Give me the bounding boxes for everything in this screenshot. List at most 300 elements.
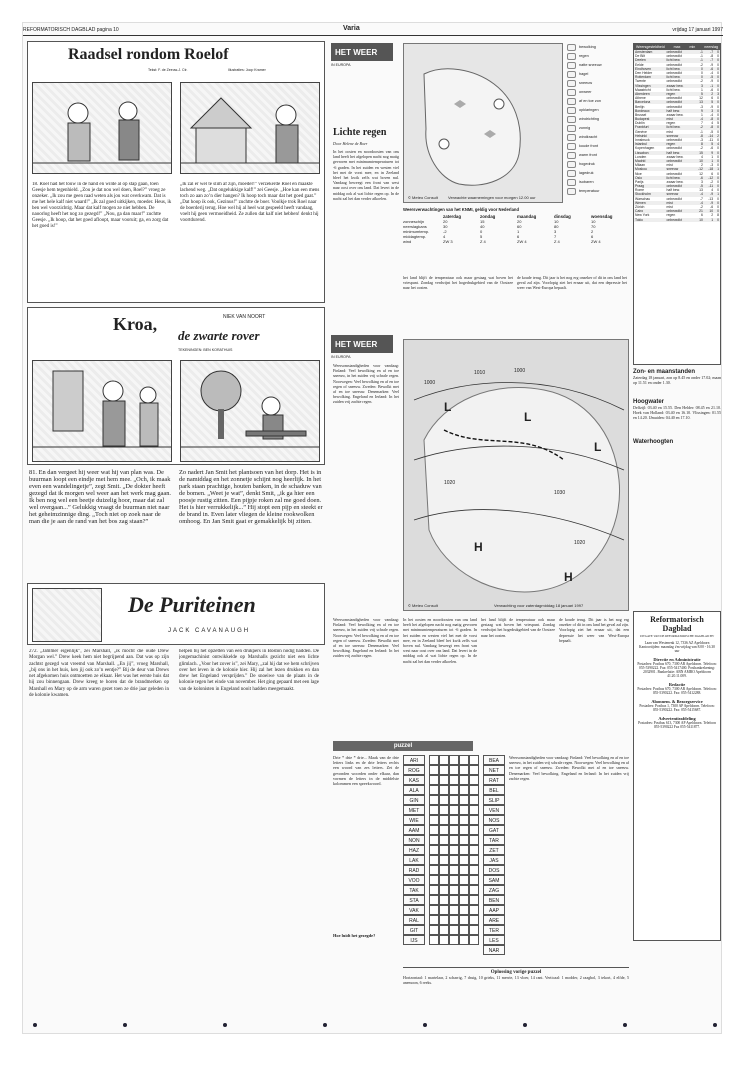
raadsel-caption-1: 18. Roel had het touw in de hand en wilde al op stap gaan, toen Geesje hem tegenhield. „Zou je dat nou wel doen, Roel?” vroeg ze onzeker. „Ik zou me geen raad weten als jou wat overkwam. Dat is me het hele kalf niet waard!” „Ik zal goed uitkijken, moeder. Heus, ik ben wel voorzichtig. Maar dat kalf mogen ze niet hebben. De naoorlog heeft het nog zo gezegd!” „Nou, ga dan maar!” zuchtte Geesje. „Ik hoop, dat het goed afloopt, maar vooruit; ga, en zorg dat het goed is!” xyxy=(32,182,172,229)
legend-row: bewolking xyxy=(567,43,631,52)
puzzle-cell[interactable] xyxy=(469,785,479,795)
puzzle-right-word: ARE xyxy=(483,915,505,925)
puzzle-cell[interactable] xyxy=(439,755,449,765)
puzzle-cell[interactable] xyxy=(439,835,449,845)
puzzle-cell[interactable] xyxy=(449,765,459,775)
registration-dot xyxy=(713,1023,717,1027)
raadsel-panel-2 xyxy=(180,82,320,174)
high-pressure-icon xyxy=(567,161,576,168)
puzzle-cell[interactable] xyxy=(439,935,449,945)
puzzle-answer-title: Oplossing vorige puzzel xyxy=(490,970,542,975)
isobar-label: 1000 xyxy=(424,380,436,386)
legend-row: warm front xyxy=(567,151,631,160)
weather-map-1 xyxy=(403,43,563,203)
low-pressure-marker: L xyxy=(594,440,602,454)
registration-dot xyxy=(623,1023,627,1027)
puzzle-cell[interactable] xyxy=(469,815,479,825)
hoogwater-title: Hoogwater xyxy=(633,399,665,405)
redactie-title: Redactie xyxy=(668,682,686,687)
puzzle-cell[interactable] xyxy=(449,815,459,825)
temperature-row: Den Helder onbewolkt 0 -4 0 xyxy=(635,71,719,76)
registration-dot xyxy=(223,1023,227,1027)
puzzle-cell[interactable] xyxy=(429,935,439,945)
legend-row: zonnig xyxy=(567,124,631,133)
puzzle-cell[interactable] xyxy=(429,915,439,925)
puzzle-cell[interactable] xyxy=(439,845,449,855)
puzzle-cell[interactable] xyxy=(469,845,479,855)
thunder-icon xyxy=(567,89,576,96)
puzzle-cell[interactable] xyxy=(469,865,479,875)
isobar-icon xyxy=(567,179,576,186)
legend-row: windrichting xyxy=(567,115,631,124)
puzzle-cell[interactable] xyxy=(439,825,449,835)
puzzle-cell[interactable] xyxy=(439,805,449,815)
puzzle-cell[interactable] xyxy=(459,855,469,865)
puzzle-cell[interactable] xyxy=(439,895,449,905)
puriteinen-banner xyxy=(27,583,325,645)
puzzle-cell[interactable] xyxy=(449,775,459,785)
temperature-row: Kopenhagen onbewolkt -2 -6 0 xyxy=(635,146,719,151)
puzzle-cell[interactable] xyxy=(449,755,459,765)
puzzle-left-word: ARI xyxy=(403,755,425,765)
temperature-row: Frankfurt licht bew. -2 -8 0 xyxy=(635,125,719,130)
puzzle-cell[interactable] xyxy=(459,755,469,765)
puzzle-cell[interactable] xyxy=(439,925,449,935)
puzzle-cell[interactable] xyxy=(449,915,459,925)
temperature-row: Wenen mist -4 -9 0 xyxy=(635,200,719,205)
puzzle-cell[interactable] xyxy=(469,775,479,785)
puzzle-cell[interactable] xyxy=(439,785,449,795)
temperature-row: Nice onbewolkt 12 6 0 xyxy=(635,171,719,176)
puzzle-cell[interactable] xyxy=(449,875,459,885)
isobar-label: 1020 xyxy=(444,480,456,486)
puzzle-left-word: LAK xyxy=(403,855,425,865)
europa-text-cont: Weersomstandigheden voor vandaag: Finland: Veel bewolking en af en toe sneeuw, in het zuiden vrij schrale regen. Noorwegen: Veel bewolking en af en toe regen of sneeuw. Zweden: Bewolkt met af en toe sneeuw. Denemarken: Veel bewolking. Engeland en Ierland: In het zuiden vrij zachte regen. xyxy=(333,617,399,659)
weather-banner-2: HET WEER xyxy=(331,335,393,353)
raadsel-panel-1-art xyxy=(33,83,171,173)
puzzle-right-word: NOS xyxy=(483,815,505,825)
puzzle-cell[interactable] xyxy=(429,835,439,845)
temperature-row: Rotterdam licht bew. 0 -5 0 xyxy=(635,75,719,80)
kroa-panel-1 xyxy=(32,360,172,462)
legend-row: af en toe zon xyxy=(567,97,631,106)
temperature-row: Moskou sneeuw -12 -18 1 xyxy=(635,167,719,172)
puriteinen-title: De Puriteinen xyxy=(128,592,256,617)
sleet-icon xyxy=(567,62,576,69)
temperature-row: Stockholm sneeuw -4 -9 1 xyxy=(635,192,719,197)
temperature-row: Brussel zwaar bew. 1 -4 0 xyxy=(635,112,719,117)
temperature-row: Aberdeen regen 5 2 3 xyxy=(635,91,719,96)
page-header xyxy=(23,23,723,35)
puzzle-cell[interactable] xyxy=(429,895,439,905)
puzzle-cell[interactable] xyxy=(429,905,439,915)
puzzle-left-word: GIT xyxy=(403,925,425,935)
puzzle-cell[interactable] xyxy=(429,825,439,835)
directie-text: Postadres: Postbus 670, 7300 AR Apeldoorn. Telefoon: 055-5390222. Fax: 055-5417400. Postbankrekening: 2032901. Bankrelatie: ABN AMRO Apeldoorn 41.20.11.009. xyxy=(637,662,717,678)
puzzle-cell[interactable] xyxy=(429,805,439,815)
temperature-row: Rome half bew. 13 4 0 xyxy=(635,188,719,193)
legend-row: onweer xyxy=(567,88,631,97)
hoogwater-text: Delfzijl: 03.40 en 15.55. Den Helder: 08.45 en 21.10. Hoek van Holland: 03.40 en 16.10. Vlissingen: 01.55 en 14.20. IJmuiden: 04.40 en 17.10. xyxy=(633,405,721,421)
puzzle-cell[interactable] xyxy=(449,845,459,855)
puzzle-cell[interactable] xyxy=(459,785,469,795)
advertentie-text: Postadres: Postbus 613, 7300 AP Apeldoorn. Telefoon 055-5390222 Fax 055-5411877. xyxy=(638,721,716,729)
puzzle-left-word: GIN xyxy=(403,795,425,805)
weather-intro: In het oosten en noordoosten van ons land heeft het afgelopen nacht nog matig gevroren met minimumtemperaturen tot -6 graden. In het zuiden en westen viel het met de vorst mee, en in Zeeland bleef het kwik zelfs wat boven nul. Vandaag beweegt een front van west naar oost over ons land. Dat levert in de middag ook al wat lichte regen op. In de nacht zal het dan verder afkoelen. xyxy=(333,149,399,201)
abonnement-text: Postadres: Postbus 1, 7300 AP Apeldoorn. Telefoon: 055-5390222. Fax: 055-5415687. xyxy=(639,704,715,712)
puzzle-cell[interactable] xyxy=(459,795,469,805)
knmi-row: middagtemp. 4 5 6 7 6 xyxy=(403,234,594,239)
puzzel-intro: Drie * drie * drie... Maak van de drie letters links en de drie letters rechts een woord van zes letters. Zet de gevonden woorden onder elkaar, dan vormen de letters in de middelste kolommen een spreekwoord. xyxy=(333,755,399,787)
puzzle-cell[interactable] xyxy=(449,835,459,845)
hail-icon xyxy=(567,71,576,78)
puriteinen-text-left: 272. „Jammer eigenlijk”, zei Marshall, „ik mocht die oude Drew Morgan wel.” Drew keek hem niet begrijpend aan. Dat was op zijn zachtst gezegd wat vreemd van Marshall. „En jij”, vroeg Marshall, „bij ons in het huis, ken jij ook zo’n eentje?” Bij de deur van Drews net afgekomen huis ontmoetten ze elkaar. Het was het eerste huis dat hij zou binnengaan. Drew kreeg te horen dat de brandmerken op Marshall en Mary op de arm waren gezet toen ze drie jaar geleden in de kolonie kwamen. xyxy=(29,649,169,699)
temperature-row: De Bilt onbewolkt -1 -8 0 xyxy=(635,54,719,59)
weather-map-1-art xyxy=(404,44,563,203)
temperature-row: Maastricht licht bew. 1 -6 0 xyxy=(635,87,719,92)
temperature-row: Warschau onbewolkt -7 -13 0 xyxy=(635,196,719,201)
zon-title: Zon- en maanstanden xyxy=(633,369,696,375)
puzzle-cell[interactable] xyxy=(469,795,479,805)
puzzle-cell[interactable] xyxy=(439,855,449,865)
sun-icon xyxy=(567,125,576,132)
legend-row: windkracht xyxy=(567,133,631,142)
temperature-row: Cairo onbewolkt 21 10 0 xyxy=(635,209,719,214)
high-pressure-marker: H xyxy=(474,540,483,554)
puzzle-cell[interactable] xyxy=(469,885,479,895)
puzzle-cell[interactable] xyxy=(429,925,439,935)
puzzle-cell[interactable] xyxy=(439,815,449,825)
weather-text-col-a: In het oosten en noordoosten van ons land heeft het afgelopen nacht nog matig gevroren met minimumtemperaturen tot -6 graden. In het zuiden en westen viel het met de vorst mee, en in Zeeland bleef het kwik zelfs wat boven nul. Vandaag beweegt een front van west naar oost over ons land. Dat levert in de middag ook al wat lichte regen op. In de nacht zal het dan verder afkoelen. xyxy=(403,617,477,664)
puzzle-cell[interactable] xyxy=(439,795,449,805)
puzzle-cell[interactable] xyxy=(469,765,479,775)
isobar-label: 1000 xyxy=(514,368,526,374)
puzzle-left-word: MET xyxy=(403,805,425,815)
map2-credit: © Meteo Consult xyxy=(408,603,438,608)
kroa-comic xyxy=(27,307,325,465)
legend-row: isobaren xyxy=(567,178,631,187)
rain-icon xyxy=(567,53,576,60)
puzzle-right-word: RAT xyxy=(483,775,505,785)
puzzle-right-word: ZAG xyxy=(483,885,505,895)
registration-marks xyxy=(23,1019,723,1033)
puzzle-center-grid[interactable] xyxy=(429,755,479,945)
temperature-row: Amsterdam onbewolkt -1 -7 0 xyxy=(635,50,719,55)
puzzle-cell[interactable] xyxy=(469,925,479,935)
raadsel-title: Raadsel rondom Roelof xyxy=(68,46,229,63)
high-pressure-marker: H xyxy=(564,570,573,584)
raadsel-panel-1 xyxy=(32,82,172,174)
wind-force-icon xyxy=(567,134,576,141)
puzzle-left-word: RAD xyxy=(403,865,425,875)
puzzel-question: Hoe luidt het gezegde? xyxy=(333,933,376,938)
cloud-icon xyxy=(567,44,576,51)
puzzle-cell[interactable] xyxy=(449,905,459,915)
weather-banner-1: HET WEER xyxy=(331,43,393,61)
puzzle-cell[interactable] xyxy=(449,805,459,815)
isobar-label: 1030 xyxy=(554,490,566,496)
partly-sunny-icon xyxy=(567,98,576,105)
puzzle-left-word: RAL xyxy=(403,915,425,925)
legend-row: temperatuur xyxy=(567,187,631,196)
temperature-row: Milaan mist 2 -3 0 xyxy=(635,163,719,168)
waterhoogten-title: Waterhoogten xyxy=(633,439,674,445)
zon-hoogwater xyxy=(633,369,721,449)
puzzle-cell[interactable] xyxy=(449,785,459,795)
temperature-row: Barcelona onbewolkt 13 5 0 xyxy=(635,100,719,105)
kroa-panel-2-art xyxy=(181,361,319,461)
puzzle-cell[interactable] xyxy=(459,765,469,775)
puzzle-cell[interactable] xyxy=(429,815,439,825)
kroa-artist: TEKENINGEN: BEN KORATHUIS xyxy=(178,348,233,352)
map1-caption: Verwachte waarnemingen voor morgen 12.00 uur xyxy=(448,195,536,200)
puzzle-right-word: GAT xyxy=(483,825,505,835)
kroa-caption-2: Zo nadert Jan Smit het plantsoen van het dorp. Het is in de namiddag en het zonnetje schijnt nog heerlijk. In het park staan prachtige, houten banken, in de schaduw van de bomen. „Weet je wat”, denkt Smit, „ik ga hier een poosje rustig zitten. Een pijpje roken zal me goed doen. Het is hier verrukkelijk...” Hij stopt een pijp en steekt er de brand in. Even later vliegen de kleine rookwolken omhoog. En Jan Smit gaat er gemakkelijk bij zitten. xyxy=(179,469,323,525)
puzzle-left-word: IJS xyxy=(403,935,425,945)
temperature-row: Budapest mist -4 -8 0 xyxy=(635,117,719,122)
raadsel-comic xyxy=(27,41,325,303)
puzzle-cell[interactable] xyxy=(429,755,439,765)
colophon-subtitle: UITGAVE VAN DE REFORMATORISCHE DAGBLAD BV xyxy=(639,634,715,638)
header-date: vrijdag 17 januari 1997 xyxy=(672,27,723,33)
temperature-row: Eelde onbewolkt -2 -9 0 xyxy=(635,62,719,67)
puzzle-cell[interactable] xyxy=(469,755,479,765)
puzzle-right-word: NET xyxy=(483,765,505,775)
raadsel-credit-text: Tekst: F. de Zeeuw-J. Ctr. xyxy=(148,68,188,72)
puzzle-cell[interactable] xyxy=(429,785,439,795)
weather-headline: Lichte regen xyxy=(333,127,387,138)
puzzle-cell[interactable] xyxy=(459,875,469,885)
temperature-row: Helsinki sneeuw -8 -14 2 xyxy=(635,133,719,138)
temperature-row: Oslo licht bew. -6 -12 0 xyxy=(635,175,719,180)
abonnement-title: Abonnem. & Bezorgservice xyxy=(651,699,703,704)
legend-row: opklaringen xyxy=(567,106,631,115)
registration-dot xyxy=(423,1023,427,1027)
knmi-row: neerslagkans 30 40 60 80 70 xyxy=(403,224,596,229)
puzzle-side-text: Weersomstandigheden voor vandaag: Finland: Veel bewolking en af en toe sneeuw, in het zuiden vrij schrale regen. Noorwegen: Veel bewolking en af en toe regen of sneeuw. Zweden: Bewolkt met af en toe sneeuw. Denemarken: Veel bewolking. Engeland en Ierland: In het zuiden vrij zachte regen. xyxy=(509,755,629,781)
puriteinen-author: JACK CAVANAUGH xyxy=(168,628,251,634)
puzzle-cell[interactable] xyxy=(459,895,469,905)
puzzle-left-word: HAZ xyxy=(403,845,425,855)
puzzle-right-word: SLIP xyxy=(483,795,505,805)
puzzel-title: puzzel xyxy=(333,741,473,751)
puzzle-cell[interactable] xyxy=(459,825,469,835)
puzzle-cell[interactable] xyxy=(459,805,469,815)
section-title: Varia xyxy=(343,25,360,32)
legend-row: regen xyxy=(567,52,631,61)
snow-icon xyxy=(567,80,576,87)
puzzle-right-word: ZET xyxy=(483,845,505,855)
puzzle-cell[interactable] xyxy=(449,855,459,865)
temperature-row: Bordeaux half bew. 9 3 0 xyxy=(635,108,719,113)
raadsel-panel-2-art xyxy=(181,83,319,173)
puzzle-right-word: JAS xyxy=(483,855,505,865)
puzzle-cell[interactable] xyxy=(459,935,469,945)
puzzle-cell[interactable] xyxy=(429,875,439,885)
temperature-row: Londen zwaar bew. 4 1 0 xyxy=(635,154,719,159)
legend-row: hogedruk xyxy=(567,160,631,169)
legend-row: hagel xyxy=(567,70,631,79)
puzzle-left-word: TAK xyxy=(403,885,425,895)
puzzle-right-word: AAP xyxy=(483,905,505,915)
zon-text: Zaterdag 18 januari, zon op 8.45 en onder 17.02; maan op 11.51 en onder 1.30. xyxy=(633,375,721,386)
puzzle-left-word: AAM xyxy=(403,825,425,835)
weather-text-col-b: het land blijft de temperatuur ook maar gestaag wat boven het vriespunt. Zondag verdwijnt het hogedrukgebied van de Oostzee naar het oosten. xyxy=(481,617,555,638)
knmi-forecast xyxy=(403,207,629,269)
temperature-icon xyxy=(567,188,576,195)
low-pressure-marker: L xyxy=(444,400,452,414)
puzzle-cell[interactable] xyxy=(449,825,459,835)
puzzle-left-word: ALA xyxy=(403,785,425,795)
europe-map-art xyxy=(404,340,629,611)
puzzle-cell[interactable] xyxy=(469,875,479,885)
puzzle-cell[interactable] xyxy=(439,905,449,915)
temperature-row: Vlissingen zwaar bew. 3 -1 0 xyxy=(635,83,719,88)
puzzle-answer-text: Horizontaal: 1 martelaar, 2 scharrig, 7 druig, 10 grieks, 11 merrie, 13 vloer, 14 rant. Verticaal: 1 modder, 2 raagbol, 3 tekort, 4 elfde, 5 anemoon, 6 reeks. xyxy=(403,975,629,986)
puzzle-cell[interactable] xyxy=(449,885,459,895)
temperature-row: Zürich mist -2 -6 0 xyxy=(635,205,719,210)
puzzle-right-word: DOS xyxy=(483,865,505,875)
temps-table xyxy=(634,50,720,222)
low-pressure-marker: L xyxy=(524,410,532,424)
puzzle-cell[interactable] xyxy=(439,885,449,895)
temperature-row: Dublin regen 7 4 5 xyxy=(635,121,719,126)
puzzle-cell[interactable] xyxy=(449,865,459,875)
knmi-row: zonneschijn 20 15 20 10 10 xyxy=(403,219,596,224)
temperature-table xyxy=(633,43,721,365)
temperature-row: Praag onbewolkt -5 -11 0 xyxy=(635,184,719,189)
puzzle-cell[interactable] xyxy=(459,885,469,895)
puzzle-cell[interactable] xyxy=(429,855,439,865)
kroa-panel-2 xyxy=(180,360,320,462)
puriteinen-text-right: helpen bij het opzetten van een drukpers in Boston nodig hadden. De jongemachinist ontwikkelde op Marshalls gezicht niet een lichte glimlach. „Voor het zover is”, zei Mary, „zal hij dat we hem schrijven over het leven in de kolonie hier. Hij zal het lezen drukken en dan drew het Engeland versprijden.” De snoeiwe van de plaats in de kolonie tegen het einde van november. Het ging gepaard met een lage van de kolonisten in Engeland nooit hadden meegemaakt. xyxy=(179,649,319,692)
registration-dot xyxy=(33,1023,37,1027)
puzzle-cell[interactable] xyxy=(439,875,449,885)
temperature-row: Eindhoven licht bew. 0 -6 0 xyxy=(635,66,719,71)
puzzle-cell[interactable] xyxy=(459,905,469,915)
map1-credit: © Meteo Consult xyxy=(408,195,438,200)
puzzle-right-word: SAM xyxy=(483,875,505,885)
puzzle-cell[interactable] xyxy=(429,845,439,855)
europa-text: Weersomstandigheden voor vandaag: Finland: Veel bewolking en af en toe sneeuw, in het zuiden vrij schrale regen. Noorwegen: Veel bewolking en af en toe regen of sneeuw. Zweden: Bewolkt met af en toe sneeuw. Denemarken: Veel bewolking. Engeland en Ierland: In het zuiden vrij zachte regen. xyxy=(333,363,399,405)
registration-dot xyxy=(523,1023,527,1027)
temperature-row: Madrid onbewolkt 10 1 0 xyxy=(635,158,719,163)
weather-col2: het land blijft de temperatuur ook maar gestaag wat boven het vriespunt. Zondag verdwijnt het hogedrukgebied van de Oostzee naar het oosten. xyxy=(403,275,513,291)
puzzle-right-word: TER xyxy=(483,925,505,935)
puzzle-cell[interactable] xyxy=(449,925,459,935)
puzzle-cell[interactable] xyxy=(459,815,469,825)
puzzle-cell[interactable] xyxy=(469,805,479,815)
weather-banner-2-sub: IN EUROPA xyxy=(331,355,351,359)
europe-map xyxy=(403,339,629,611)
knmi-title: Weersverwachtingen van het KNMI, geldig voor Nederland xyxy=(403,207,520,212)
puzzle-cell[interactable] xyxy=(459,925,469,935)
isobar-label: 1020 xyxy=(574,540,586,546)
puzzle-cell[interactable] xyxy=(429,765,439,775)
temperature-row: Innsbruck onbewolkt -3 -11 0 xyxy=(635,138,719,143)
kroa-subtitle: de zwarte rover xyxy=(178,328,260,343)
puzzle-left-word: ROG xyxy=(403,765,425,775)
puzzle-right-word: TAR xyxy=(483,835,505,845)
redactie-text: Postadres: Postbus 670, 7300 AR Apeldoorn. Telefoon: 055-5390222. Fax: 055-5412288. xyxy=(637,687,717,695)
registration-dot xyxy=(323,1023,327,1027)
legend-row: koude front xyxy=(567,142,631,151)
puzzle-right-word: BEA xyxy=(483,755,505,765)
weather-col3: de koude terug. Dit jaar is het nog erg onzeker of dit in ons land het geval zal zijn. Voorlopig ziet het ernaar uit, dat een depressie het weer van West-Europa bepaalt. xyxy=(517,275,627,291)
puzzle-left-word: VOO xyxy=(403,875,425,885)
puzzle-right-word: NAR xyxy=(483,945,505,955)
puzzle-cell[interactable] xyxy=(459,845,469,855)
weather-banner-1-sub: IN EUROPA xyxy=(331,63,351,67)
puzzle-cell[interactable] xyxy=(429,885,439,895)
kroa-author: NIEK VAN NOORT xyxy=(223,314,266,320)
temperature-row: Twente onbewolkt -2 -9 0 xyxy=(635,79,719,84)
temperature-row: Athene onbewolkt 12 6 0 xyxy=(635,96,719,101)
puzzle-cell[interactable] xyxy=(459,915,469,925)
puzzle-left-words xyxy=(403,755,425,945)
newspaper-page xyxy=(22,22,722,1034)
puzzle-cell[interactable] xyxy=(429,865,439,875)
cold-front-icon xyxy=(567,143,576,150)
puzzle-cell[interactable] xyxy=(459,835,469,845)
colophon-hours: Kantoortijden: maandag t/m vrijdag van 8.00 - 16.30 uur xyxy=(639,645,715,653)
raadsel-caption-2: „Ik zal er wel te slim af zijn, moeder!” verzekerde Roel en maakte lachend weg. „Dat ongelukkige kalf!” zei Geesje. „Hoe kan een mens toch zo aan zo’n dier hangen? Ik hoop toch maar dat het goed gaat.” „Dat hoop ik ook, Gezinus!” zuchtte de boer. Voolkje trok Roel naar de boerderij terug. Hoe wel hij al heel wat gespeeld heeft vandaag, voelt hij geen vermoeidheid. Ze zullen dat kalf niet hebben! denkt hij voortdurend. xyxy=(180,182,320,223)
puzzle-answer xyxy=(403,967,629,1027)
directie-title: Directie en Administratie xyxy=(653,657,701,662)
puzzle-cell[interactable] xyxy=(439,775,449,785)
map2-caption: Verwachting voor zaterdagmiddag 18 januari 1997 xyxy=(494,603,584,608)
puzzle-cell[interactable] xyxy=(449,895,459,905)
weather-byline: Door Helene de Boer xyxy=(333,141,368,146)
colophon-title: Reformatorisch Dagblad xyxy=(650,615,704,633)
temperature-row: Tokio onbewolkt 10 1 0 xyxy=(635,217,719,222)
puzzle-cell[interactable] xyxy=(439,865,449,875)
legend-row: natte sneeuw xyxy=(567,61,631,70)
puzzle-cell[interactable] xyxy=(459,865,469,875)
puzzle-left-word: NON xyxy=(403,835,425,845)
puzzle-cell[interactable] xyxy=(469,935,479,945)
puzzle-cell[interactable] xyxy=(439,765,449,775)
advertentie-title: Advertentieafdeling xyxy=(658,716,696,721)
puzzle-cell[interactable] xyxy=(469,825,479,835)
header-left: REFORMATORISCH DAGBLAD pagina 10 xyxy=(23,27,119,33)
puzzle-cell[interactable] xyxy=(449,795,459,805)
puzzle-left-word: STA xyxy=(403,895,425,905)
puzzle-cell[interactable] xyxy=(449,935,459,945)
puzzle-cell[interactable] xyxy=(469,905,479,915)
puzzle-cell[interactable] xyxy=(469,915,479,925)
puzzle-cell[interactable] xyxy=(429,775,439,785)
weather-text-col-c: de koude terug. Dit jaar is het nog erg onzeker of dit in ons land het geval zal zijn. Voorlopig ziet het ernaar uit, dat een depressie het weer van West-Europa bepaalt. xyxy=(559,617,629,643)
temperature-row: Berlijn onbewolkt -3 -9 0 xyxy=(635,104,719,109)
puzzle-left-word: WIE xyxy=(403,815,425,825)
isobar-label: 1010 xyxy=(474,370,486,376)
kroa-panel-1-art xyxy=(33,361,171,461)
colophon-address: Laan van Westenenk 12, 7336 AZ Apeldoorn xyxy=(644,641,710,645)
puzzle-cell[interactable] xyxy=(469,855,479,865)
puzzle-right-word: LES xyxy=(483,935,505,945)
puzzle-cell[interactable] xyxy=(469,895,479,905)
puzzle-cell[interactable] xyxy=(439,915,449,925)
puriteinen-image xyxy=(32,588,102,642)
temperature-row: Parijs zwaar bew. 3 -2 0 xyxy=(635,179,719,184)
knmi-days: zaterdag zondag maandag dinsdag woensdag xyxy=(443,214,613,219)
knmi-row: wind ZW 3 Z 4 ZW 4 Z 4 ZW 4 xyxy=(403,239,601,244)
puzzle-cell[interactable] xyxy=(429,795,439,805)
puzzle-cell[interactable] xyxy=(469,835,479,845)
puzzle-right-word: VEN xyxy=(483,805,505,815)
puzzle-cell[interactable] xyxy=(459,775,469,785)
